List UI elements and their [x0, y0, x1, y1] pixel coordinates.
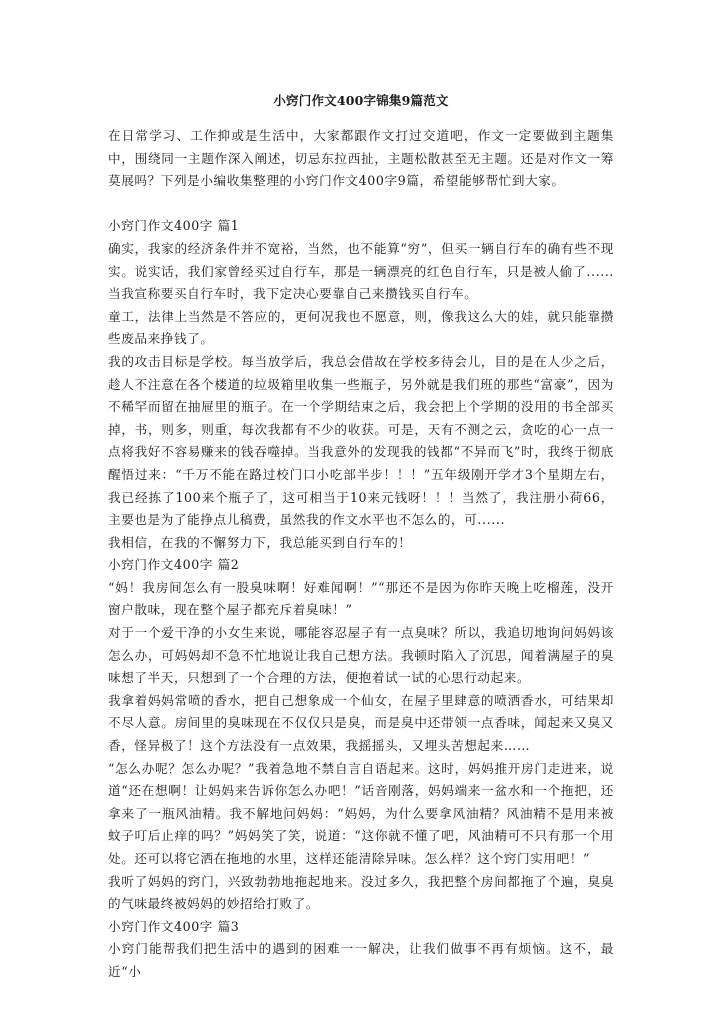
section-2-paragraph-4: “怎么办呢？怎么办呢？”我着急地不禁自言自语起来。这时，妈妈推开房门走进来，说道“还在想啊！让妈妈来告诉你怎么办吧！”话音刚落，妈妈端来一盆水和一个拖把，还拿来了一瓶风油精。我不解地问妈妈：“妈妈，为什么要拿风油精？风油精不是用来被蚊子叮后止痒的吗？”妈妈笑了笑，说道：“这你就不懂了吧，风油精可不只有那一个用处。还可以将它洒在拖地的水里，这样还能清除异味。怎么样？这个窍门实用吧！” [108, 760, 614, 866]
section-heading-2: 小窍门作文400字 篇2 [108, 557, 240, 573]
section-heading-1: 小窍门作文400字 篇1 [108, 218, 240, 234]
section-spacer [108, 193, 614, 216]
section-1-paragraph-4: 我相信，在我的不懈努力下，我总能买到自行车的！ [108, 534, 412, 550]
intro-paragraph: 在日常学习、工作抑或是生活中，大家都跟作文打过交道吧，作文一定要做到主题集中，围绕同一主题作深入阐述，切忌东拉西扯，主题松散甚至无主题。还是对作文一筹莫展吗？下列是小编收集整理的小窍门作文400字9篇，希望能够帮忙到大家。 [108, 128, 614, 189]
document-title: 小窍门作文400字锦集9篇范文 [273, 93, 449, 108]
section-2-paragraph-1: “妈！我房间怎么有一股臭味啊！好难闻啊！”“那还不是因为你昨天晚上吃榴莲，没开窗户散味，现在整个屋子都充斥着臭味！” [108, 579, 614, 618]
section-1-paragraph-1: 确实，我家的经济条件并不宽裕，当然，也不能算“穷”，但买一辆自行车的确有些不现实。说实话，我们家曾经买过自行车，那是一辆漂亮的红色自行车，只是被人偷了......当我宣称要买自行车时，我下定决心要靠自己来攒钱买自行车。 [108, 240, 614, 302]
section-2-paragraph-5: 我听了妈妈的窍门，兴致勃勃地拖起地来。没过多久，我把整个房间都拖了个遍，臭臭的气味最终被妈妈的妙招给打败了。 [108, 873, 614, 912]
section-2-paragraph-3: 我拿着妈妈常喷的香水，把自己想象成一个仙女，在屋子里肆意的喷洒香水，可结果却不尽人意。房间里的臭味现在不仅仅只是臭，而是臭中还带领一点香味，闻起来又臭又香，怪异极了！这个方法没有一点效果，我摇摇头，又埋头苦想起来…… [108, 692, 614, 754]
document-page [108, 92, 614, 984]
section-1-paragraph-2: 童工，法律上当然是不答应的，更何况我也不愿意，则，像我这么大的娃，就只能靠攒些废品来挣钱了。 [108, 308, 614, 347]
section-1-paragraph-3: 我的攻击目标是学校。每当放学后，我总会借故在学校多待会儿，目的是在人少之后，趁人不注意在各个楼道的垃圾箱里收集一些瓶子，另外就是我们班的那些“富豪”，因为不稀罕而留在抽屉里的瓶子。在一个学期结束之后，我会把上个学期的没用的书全部买掉，书，则多，则重，每次我都有不少的收获。可是，天有不测之云，贪吃的心一点一点将我好不容易赚来的钱吞噬掉。当我意外的发现我的钱都“不异而飞”时，我终于彻底醒悟过来：“千万不能在路过校门口小吃部半步！！！”五年级刚开学才3个星期左右，我已经拣了100来个瓶子了，这可相当于10来元钱呀！！！当然了，我注册小荷66，主要也是为了能挣点儿稿费，虽然我的作文水平也不怎么的，可...... [108, 353, 614, 528]
section-3-paragraph-1: 小窍门能帮我们把生活中的遇到的困难一一解决，让我们做事不再有烦恼。这不，最近“小 [108, 941, 614, 979]
section-heading-3: 小窍门作文400字 篇3 [108, 918, 240, 934]
section-2-paragraph-2: 对于一个爱干净的小女生来说，哪能容忍屋子有一点臭味？所以，我追切地询问妈妈该怎么办，可妈妈却不急不忙地说让我自己想方法。我顿时陷入了沉思，闻着满屋子的臭味想了半天，只想到了一个合理的方法，便抱着试一试的心思行动起来。 [108, 625, 614, 686]
